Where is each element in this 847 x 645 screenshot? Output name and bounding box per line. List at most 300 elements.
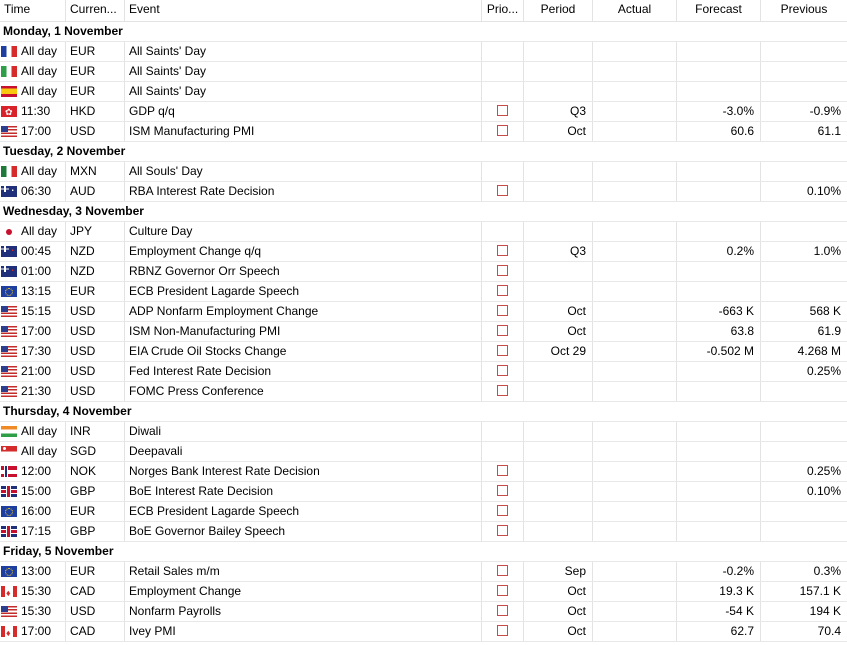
actual-cell <box>593 222 677 241</box>
flag-us-icon <box>1 306 17 317</box>
event-row[interactable] <box>0 342 847 362</box>
forecast-cell <box>677 42 761 61</box>
forecast-cell <box>677 482 761 501</box>
flag-us-icon <box>1 606 17 617</box>
column-header-time[interactable]: Time <box>0 0 66 21</box>
priority-cell <box>482 562 524 581</box>
actual-cell <box>593 122 677 141</box>
event-name-cell: All Saints' Day <box>125 42 482 61</box>
column-header-row <box>0 0 847 22</box>
flag-mx-icon <box>1 166 17 177</box>
priority-checkbox[interactable] <box>497 285 508 296</box>
forecast-cell <box>677 262 761 281</box>
forecast-cell <box>677 282 761 301</box>
priority-cell <box>482 302 524 321</box>
previous-cell <box>761 162 847 181</box>
time-cell <box>0 222 66 241</box>
period-cell <box>524 522 593 541</box>
previous-cell <box>761 382 847 401</box>
column-header-currency[interactable]: Curren... <box>66 0 125 21</box>
actual-cell <box>593 362 677 381</box>
previous-cell <box>761 282 847 301</box>
time-cell <box>0 62 66 81</box>
event-row[interactable] <box>0 42 847 62</box>
day-group-header[interactable]: Friday, 5 November <box>0 542 847 562</box>
currency-cell: EUR <box>66 42 125 61</box>
time-text: All day <box>21 84 58 98</box>
actual-cell <box>593 342 677 361</box>
priority-checkbox[interactable] <box>497 125 508 136</box>
forecast-cell: -663 K <box>677 302 761 321</box>
time-cell <box>0 562 66 581</box>
column-header-event[interactable]: Event <box>125 0 482 21</box>
actual-cell <box>593 382 677 401</box>
period-cell: Oct <box>524 582 593 601</box>
time-text: 01:00 <box>21 264 52 278</box>
forecast-cell: 60.6 <box>677 122 761 141</box>
actual-cell <box>593 82 677 101</box>
event-row[interactable] <box>0 302 847 322</box>
event-name-cell: FOMC Press Conference <box>125 382 482 401</box>
previous-cell: 194 K <box>809 604 841 618</box>
time-text: 06:30 <box>21 184 52 198</box>
event-name-cell: ADP Nonfarm Employment Change <box>125 302 482 321</box>
priority-checkbox[interactable] <box>497 605 508 616</box>
previous-cell: 1.0% <box>813 244 841 258</box>
time-cell <box>0 582 66 601</box>
time-cell <box>0 102 66 121</box>
currency-cell: USD <box>66 602 125 621</box>
time-cell <box>0 342 66 361</box>
time-cell <box>0 302 66 321</box>
priority-checkbox[interactable] <box>497 345 508 356</box>
actual-cell <box>593 302 677 321</box>
period-cell <box>524 162 593 181</box>
currency-cell: USD <box>66 302 125 321</box>
actual-cell <box>593 462 677 481</box>
time-text: 17:00 <box>21 124 52 138</box>
priority-cell <box>482 342 524 361</box>
actual-cell <box>593 242 677 261</box>
currency-cell: HKD <box>66 102 125 121</box>
currency-cell: JPY <box>66 222 125 241</box>
period-cell <box>524 422 593 441</box>
flag-ca-icon <box>1 626 17 637</box>
flag-gb-icon <box>1 526 17 537</box>
time-text: 00:45 <box>21 244 52 258</box>
period-cell <box>524 262 593 281</box>
forecast-cell <box>677 362 761 381</box>
time-text: 17:15 <box>21 524 52 538</box>
priority-checkbox[interactable] <box>497 305 508 316</box>
time-text: 11:30 <box>21 104 51 118</box>
event-name-cell: Culture Day <box>125 222 482 241</box>
previous-cell: 568 K <box>809 304 841 318</box>
period-cell: Sep <box>524 562 593 581</box>
priority-checkbox[interactable] <box>497 245 508 256</box>
event-name-cell: BoE Interest Rate Decision <box>125 482 482 501</box>
time-cell <box>0 42 66 61</box>
column-header-previous[interactable]: Previous <box>780 2 828 16</box>
time-text: 15:30 <box>21 604 52 618</box>
priority-checkbox[interactable] <box>497 565 508 576</box>
flag-jp-icon <box>1 226 17 237</box>
event-row[interactable] <box>0 482 847 502</box>
time-text: All day <box>21 44 58 58</box>
currency-cell: EUR <box>66 282 125 301</box>
flag-it-icon <box>1 66 17 77</box>
forecast-cell <box>677 442 761 461</box>
currency-cell: NZD <box>66 262 125 281</box>
period-cell <box>524 462 593 481</box>
column-header-forecast[interactable]: Forecast <box>677 0 761 21</box>
period-cell <box>524 442 593 461</box>
time-text: All day <box>21 64 58 78</box>
forecast-cell: -54 K <box>677 602 761 621</box>
flag-nz-icon <box>1 266 17 277</box>
event-row[interactable] <box>0 162 847 182</box>
event-row[interactable] <box>0 622 847 642</box>
previous-cell <box>761 262 847 281</box>
forecast-cell: -0.502 M <box>677 342 761 361</box>
forecast-cell <box>677 182 761 201</box>
event-row[interactable] <box>0 602 847 622</box>
flag-us-icon <box>1 386 17 397</box>
flag-gb-icon <box>1 486 17 497</box>
flag-fr-icon <box>1 46 17 57</box>
time-text: All day <box>21 424 58 438</box>
actual-cell <box>593 42 677 61</box>
previous-cell: 157.1 K <box>799 584 841 598</box>
event-row[interactable] <box>0 242 847 262</box>
priority-cell <box>482 222 524 241</box>
time-cell <box>0 242 66 261</box>
priority-cell <box>482 442 524 461</box>
time-cell <box>0 422 66 441</box>
period-cell: Oct 29 <box>524 342 593 361</box>
period-cell <box>524 62 593 81</box>
previous-cell: 0.10% <box>806 484 841 498</box>
event-name-cell: All Souls' Day <box>125 162 482 181</box>
actual-cell <box>593 442 677 461</box>
flag-nz-icon <box>1 246 17 257</box>
currency-cell: USD <box>66 382 125 401</box>
period-cell <box>524 502 593 521</box>
actual-cell <box>593 262 677 281</box>
time-text: 16:00 <box>21 504 52 518</box>
event-row[interactable] <box>0 82 847 102</box>
priority-cell <box>482 362 524 381</box>
event-name-cell: RBA Interest Rate Decision <box>125 182 482 201</box>
forecast-cell: -3.0% <box>677 102 761 121</box>
priority-cell <box>482 182 524 201</box>
currency-cell: GBP <box>66 522 125 541</box>
forecast-cell: 19.3 K <box>677 582 761 601</box>
event-name-cell: ECB President Lagarde Speech <box>125 282 482 301</box>
time-text: 17:30 <box>21 344 52 358</box>
flag-no-icon <box>1 466 17 477</box>
period-cell <box>524 222 593 241</box>
period-cell: Oct <box>524 322 593 341</box>
actual-cell <box>593 502 677 521</box>
flag-in-icon <box>1 426 17 437</box>
time-cell <box>0 622 66 641</box>
time-text: All day <box>21 444 58 458</box>
previous-cell <box>761 422 847 441</box>
event-row[interactable] <box>0 382 847 402</box>
priority-cell <box>482 242 524 261</box>
priority-checkbox[interactable] <box>497 625 508 636</box>
time-text: 13:00 <box>21 564 52 578</box>
event-row[interactable] <box>0 102 847 122</box>
time-text: 12:00 <box>21 464 52 478</box>
event-row[interactable] <box>0 502 847 522</box>
time-cell <box>0 282 66 301</box>
time-cell <box>0 382 66 401</box>
day-group-header[interactable]: Monday, 1 November <box>0 22 847 42</box>
time-text: 21:00 <box>21 364 52 378</box>
flag-us-icon <box>1 126 17 137</box>
event-name-cell: ISM Non-Manufacturing PMI <box>125 322 482 341</box>
time-cell <box>0 122 66 141</box>
priority-checkbox[interactable] <box>497 505 508 516</box>
actual-cell <box>593 102 677 121</box>
forecast-cell <box>677 422 761 441</box>
period-cell <box>524 82 593 101</box>
flag-eu-icon <box>1 506 17 517</box>
flag-sg-icon <box>1 446 17 457</box>
currency-cell: SGD <box>66 442 125 461</box>
event-row[interactable] <box>0 62 847 82</box>
priority-checkbox[interactable] <box>497 385 508 396</box>
priority-checkbox[interactable] <box>497 365 508 376</box>
event-name-cell: Diwali <box>125 422 482 441</box>
actual-cell <box>593 162 677 181</box>
event-name-cell: ISM Manufacturing PMI <box>125 122 482 141</box>
currency-cell: USD <box>66 362 125 381</box>
event-row[interactable] <box>0 442 847 462</box>
previous-cell <box>761 522 847 541</box>
flag-us-icon <box>1 366 17 377</box>
time-cell <box>0 502 66 521</box>
forecast-cell <box>677 522 761 541</box>
priority-cell <box>482 482 524 501</box>
time-text: 15:30 <box>21 584 52 598</box>
actual-cell <box>593 482 677 501</box>
period-cell: Oct <box>524 122 593 141</box>
priority-checkbox[interactable] <box>497 325 508 336</box>
priority-checkbox[interactable] <box>497 585 508 596</box>
actual-cell <box>593 522 677 541</box>
priority-checkbox[interactable] <box>497 185 508 196</box>
period-cell <box>524 482 593 501</box>
priority-checkbox[interactable] <box>497 105 508 116</box>
forecast-cell: -0.2% <box>677 562 761 581</box>
actual-cell <box>593 622 677 641</box>
event-row[interactable] <box>0 362 847 382</box>
actual-cell <box>593 322 677 341</box>
priority-cell <box>482 622 524 641</box>
priority-cell <box>482 462 524 481</box>
priority-cell <box>482 322 524 341</box>
event-name-cell: RBNZ Governor Orr Speech <box>125 262 482 281</box>
currency-cell: EUR <box>66 62 125 81</box>
priority-cell <box>482 42 524 61</box>
time-text: All day <box>21 224 58 238</box>
priority-checkbox[interactable] <box>497 525 508 536</box>
flag-eu-icon <box>1 286 17 297</box>
day-group-header[interactable]: Wednesday, 3 November <box>0 202 847 222</box>
currency-cell: GBP <box>66 482 125 501</box>
currency-cell: MXN <box>66 162 125 181</box>
flag-au-icon <box>1 186 17 197</box>
forecast-cell <box>677 462 761 481</box>
actual-cell <box>593 282 677 301</box>
period-cell: Oct <box>524 602 593 621</box>
period-cell <box>524 182 593 201</box>
priority-cell <box>482 62 524 81</box>
forecast-cell: 62.7 <box>677 622 761 641</box>
flag-us-icon <box>1 326 17 337</box>
priority-checkbox[interactable] <box>497 465 508 476</box>
previous-cell: 70.4 <box>817 624 841 638</box>
time-cell <box>0 262 66 281</box>
priority-cell <box>482 262 524 281</box>
previous-cell: 0.25% <box>806 364 841 378</box>
time-text: 13:15 <box>21 284 52 298</box>
actual-cell <box>593 422 677 441</box>
event-name-cell: Norges Bank Interest Rate Decision <box>125 462 482 481</box>
event-row[interactable] <box>0 282 847 302</box>
time-cell <box>0 162 66 181</box>
time-cell <box>0 362 66 381</box>
previous-cell: 61.9 <box>817 324 841 338</box>
previous-cell <box>761 222 847 241</box>
event-row[interactable] <box>0 262 847 282</box>
flag-es-icon <box>1 86 17 97</box>
currency-cell: NOK <box>66 462 125 481</box>
currency-cell: INR <box>66 422 125 441</box>
forecast-cell: 63.8 <box>677 322 761 341</box>
calendar-body <box>0 22 847 642</box>
priority-cell <box>482 122 524 141</box>
forecast-cell <box>677 502 761 521</box>
time-text: 15:00 <box>21 484 52 498</box>
time-cell <box>0 82 66 101</box>
priority-cell <box>482 422 524 441</box>
time-cell <box>0 602 66 621</box>
currency-cell: CAD <box>66 622 125 641</box>
event-row[interactable] <box>0 522 847 542</box>
day-group-header[interactable]: Tuesday, 2 November <box>0 142 847 162</box>
currency-cell: EUR <box>66 82 125 101</box>
priority-cell <box>482 502 524 521</box>
previous-cell: 0.25% <box>806 464 841 478</box>
column-header-priority[interactable]: Prio... <box>482 0 524 21</box>
event-row[interactable] <box>0 582 847 602</box>
day-group-header[interactable]: Thursday, 4 November <box>0 402 847 422</box>
currency-cell: EUR <box>66 502 125 521</box>
time-text: 17:00 <box>21 324 52 338</box>
previous-cell: 0.3% <box>813 564 841 578</box>
currency-cell: CAD <box>66 582 125 601</box>
flag-hk-icon <box>1 106 17 117</box>
event-row[interactable] <box>0 322 847 342</box>
priority-checkbox[interactable] <box>497 485 508 496</box>
previous-cell: 4.268 M <box>797 344 841 358</box>
event-name-cell: BoE Governor Bailey Speech <box>125 522 482 541</box>
event-row[interactable] <box>0 562 847 582</box>
priority-cell <box>482 102 524 121</box>
previous-cell: 0.10% <box>806 184 841 198</box>
event-name-cell: Employment Change <box>125 582 482 601</box>
time-cell <box>0 322 66 341</box>
currency-cell: AUD <box>66 182 125 201</box>
time-text: All day <box>21 164 58 178</box>
time-cell <box>0 442 66 461</box>
event-name-cell: Employment Change q/q <box>125 242 482 261</box>
period-cell: Oct <box>524 302 593 321</box>
previous-cell <box>761 62 847 81</box>
currency-cell: NZD <box>66 242 125 261</box>
event-name-cell: Fed Interest Rate Decision <box>125 362 482 381</box>
event-row[interactable] <box>0 422 847 442</box>
event-row[interactable] <box>0 462 847 482</box>
priority-cell <box>482 522 524 541</box>
event-row[interactable] <box>0 182 847 202</box>
period-cell: Q3 <box>524 102 593 121</box>
flag-us-icon <box>1 346 17 357</box>
previous-cell: -0.9% <box>809 104 841 118</box>
time-text: 21:30 <box>21 384 52 398</box>
priority-cell <box>482 282 524 301</box>
currency-cell: USD <box>66 322 125 341</box>
time-cell <box>0 462 66 481</box>
column-header-actual[interactable]: Actual <box>593 0 677 21</box>
priority-cell <box>482 162 524 181</box>
column-header-period[interactable]: Period <box>524 0 593 21</box>
event-name-cell: Deepavali <box>125 442 482 461</box>
period-cell: Q3 <box>524 242 593 261</box>
actual-cell <box>593 562 677 581</box>
forecast-cell <box>677 62 761 81</box>
priority-cell <box>482 582 524 601</box>
previous-cell <box>761 502 847 521</box>
priority-cell <box>482 382 524 401</box>
forecast-cell: 0.2% <box>677 242 761 261</box>
period-cell <box>524 282 593 301</box>
currency-cell: EUR <box>66 562 125 581</box>
event-name-cell: All Saints' Day <box>125 62 482 81</box>
currency-cell: USD <box>66 342 125 361</box>
currency-cell: USD <box>66 122 125 141</box>
flag-ca-icon <box>1 586 17 597</box>
previous-cell <box>761 442 847 461</box>
event-row[interactable] <box>0 122 847 142</box>
previous-cell <box>761 42 847 61</box>
event-name-cell: Ivey PMI <box>125 622 482 641</box>
priority-checkbox[interactable] <box>497 265 508 276</box>
event-row[interactable] <box>0 222 847 242</box>
time-cell <box>0 522 66 541</box>
actual-cell <box>593 62 677 81</box>
event-name-cell: Nonfarm Payrolls <box>125 602 482 621</box>
actual-cell <box>593 182 677 201</box>
event-name-cell: All Saints' Day <box>125 82 482 101</box>
previous-cell: 61.1 <box>817 124 841 138</box>
actual-cell <box>593 602 677 621</box>
previous-cell <box>761 82 847 101</box>
